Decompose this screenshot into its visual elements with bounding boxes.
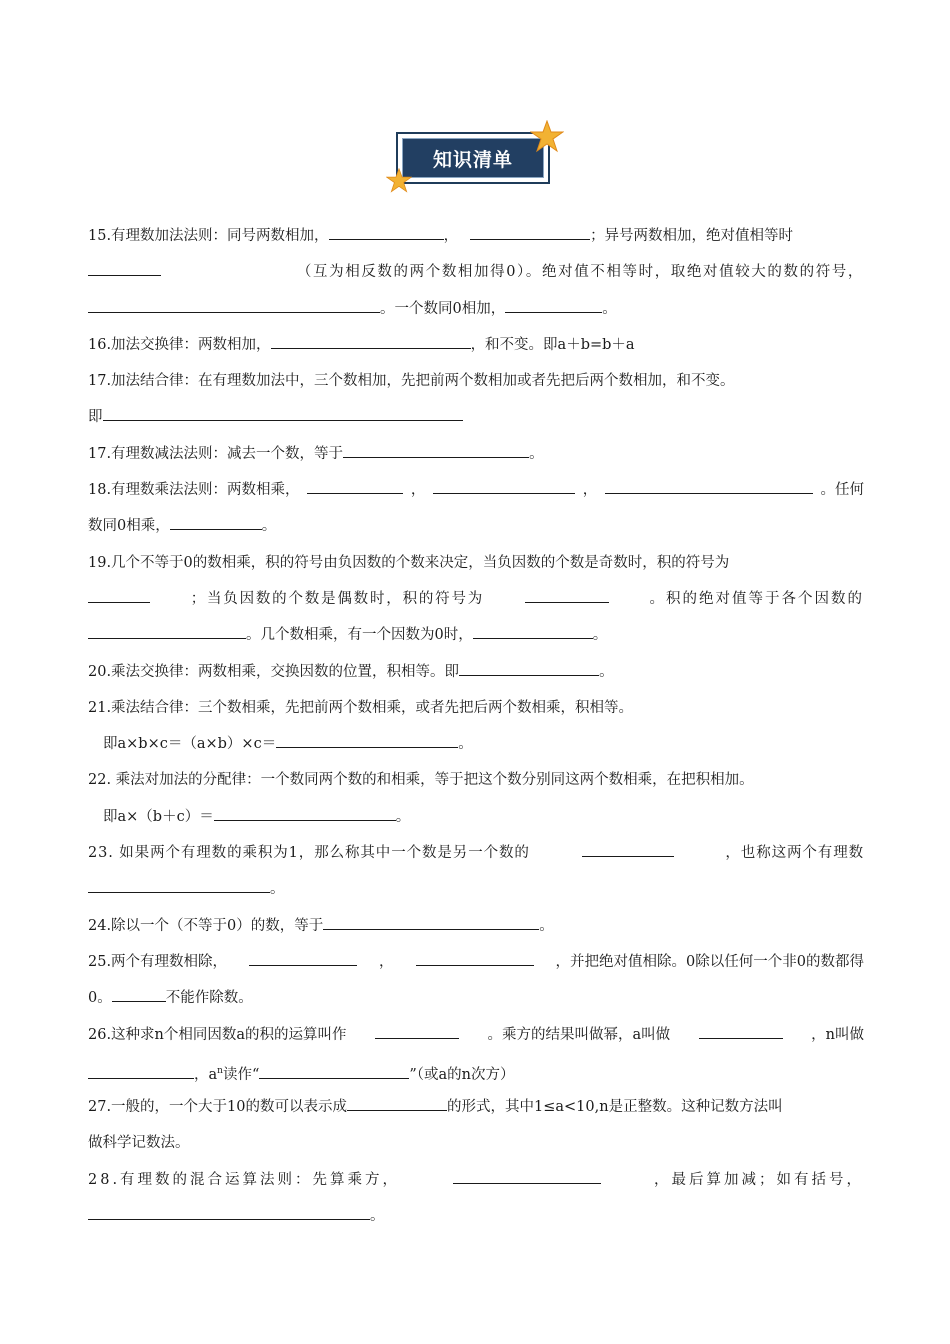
list-item: 28.有理数的混合运算法则：先算乘方， ，最后算加减；如有括号， [88,1166,864,1202]
answer-blank[interactable] [88,875,270,893]
answer-blank[interactable] [307,476,403,494]
star-icon [386,168,412,194]
list-item: 。一个数同0相加， 。 [88,295,864,331]
section-banner [386,120,566,196]
star-icon [530,120,564,154]
answer-blank[interactable] [329,222,444,240]
answer-blank[interactable] [103,403,463,421]
banner-title: 知识清单 [432,148,513,171]
list-item: ，$a^n$读作“ ”（或a的n次方） [88,1057,864,1093]
banner-inner [402,138,544,178]
answer-blank[interactable] [699,1021,783,1039]
answer-blank[interactable] [88,1202,370,1220]
answer-blank[interactable] [249,948,357,966]
list-item: 17.加法结合律：在有理数加法中，三个数相加，先把前两个数相加或者先把后两个数相加，和不变。 [88,373,735,390]
answer-blank[interactable] [259,1061,409,1079]
list-item: 26.这种求n个相同因数a的积的运算叫作 。乘方的结果叫做幂，a叫做 ，n叫做 [88,1021,864,1057]
answer-blank[interactable] [88,1061,194,1079]
answer-blank[interactable] [88,295,380,313]
answer-blank[interactable] [170,512,262,530]
answer-blank[interactable] [214,803,396,821]
list-item: 21.乘法结合律：三个数相乘，先把前两个数相乘，或者先把后两个数相乘，积相等。 [88,699,634,716]
list-item: 19.几个不等于0的数相乘，积的符号由负因数的个数来决定，当负因数的个数是奇数时，积的符号为 [88,554,730,571]
answer-blank[interactable] [505,295,602,313]
list-item: 17.有理数减法法则：减去一个数，等于 。 [88,440,864,476]
list-item: 即a×b×c＝（a×b）×c＝ 。 [88,730,864,766]
answer-blank[interactable] [375,1021,459,1039]
answer-blank[interactable] [276,730,458,748]
list-item: 。 [88,1202,864,1238]
list-item: 20.乘法交换律：两数相乘，交换因数的位置，积相等。即 。 [88,658,864,694]
list-item: 22. 乘法对加法的分配律：一个数同两个数的和相乘，等于把这个数分别同这两个数相乘，在把积相加。 [88,772,754,789]
list-item: 27.一般的，一个大于10的数可以表示成 的形式，其中1≤a<10,n是正整数。这种记数方法叫 [88,1093,864,1129]
list-item: 24.除以一个（不等于0）的数，等于 。 [88,912,864,948]
answer-blank[interactable] [416,948,534,966]
answer-blank[interactable] [271,331,471,349]
list-item: 15.有理数加法法则：同号两数相加， ， ；异号两数相加，绝对值相等时 [88,222,864,258]
list-item: 即 [88,403,864,439]
list-item: 。几个数相乘，有一个因数为0时， 。 [88,621,864,657]
answer-blank[interactable] [112,984,166,1002]
list-item: 即a×（b＋c）＝ 。 [88,803,864,839]
list-item: 18.有理数乘法法则：两数相乘， ， ， 。任何 [88,476,864,512]
knowledge-list [88,222,864,1238]
answer-blank[interactable] [433,476,575,494]
list-item: 数同0相乘， 。 [88,512,864,548]
answer-blank[interactable] [88,585,150,603]
list-item: 0。 不能作除数。 [88,984,864,1020]
list-item: 16.加法交换律：两数相加， ，和不变。即a＋b=b＋a [88,331,864,367]
answer-blank[interactable] [605,476,813,494]
banner-frame [396,132,550,184]
answer-blank[interactable] [525,585,609,603]
answer-blank[interactable] [323,912,539,930]
list-item: （互为相反数的两个数相加得0）。绝对值不相等时，取绝对值较大的数的符号， [88,258,864,294]
answer-blank[interactable] [347,1093,447,1111]
answer-blank[interactable] [582,839,674,857]
answer-blank[interactable] [459,658,599,676]
answer-blank[interactable] [88,621,246,639]
answer-blank[interactable] [88,258,161,276]
answer-blank[interactable] [470,222,590,240]
list-item: ；当负因数的个数是偶数时，积的符号为 。积的绝对值等于各个因数的 [88,585,864,621]
list-item: 做科学记数法。 [88,1135,190,1152]
list-item: 23. 如果两个有理数的乘积为1，那么称其中一个数是另一个数的 ，也称这两个有理数 [88,839,864,875]
answer-blank[interactable] [343,440,529,458]
answer-blank[interactable] [473,621,593,639]
list-item: 。 [88,875,864,911]
list-item: 25.两个有理数相除， ， ，并把绝对值相除。0除以任何一个非0的数都得 [88,948,864,984]
answer-blank[interactable] [453,1166,601,1184]
